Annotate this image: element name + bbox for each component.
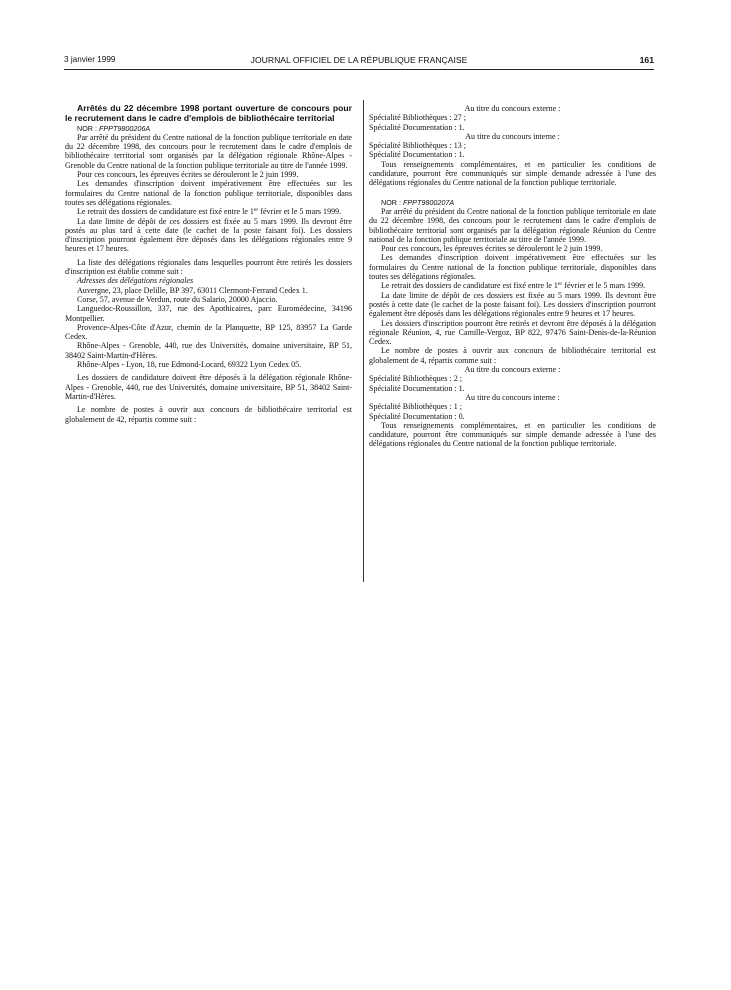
nor-code: FPPT9800207A: [402, 197, 455, 207]
retrait-text-end: février et le 5 mars 1999.: [562, 281, 646, 291]
right-column: [369, 104, 656, 449]
list-item: Spécialité Bibliothèques : 2 ;: [369, 374, 462, 384]
address-item: Provence-Alpes-Côte d'Azur, chemin de la Planquette, BP 125, 83957 La Garde Cedex.: [65, 322, 352, 342]
subheading-externe: Au titre du concours externe :: [464, 104, 561, 113]
subheading-interne: Au titre du concours interne :: [465, 131, 560, 141]
subheading-interne: Au titre du concours interne :: [465, 392, 560, 402]
paragraph: Par arrêté du président du Centre national de la fonction publique territoriale en date du 22 décembre 1998, des concours pour le recrutement dans le cadre d'emplois de bibliothécaire territorial sont organisés par la délégation régionale Réunion du Centre national de la fonction publique territoriale au titre de l'année 1999.: [369, 206, 656, 244]
list-item: Spécialité Bibliothèques : 27 ;: [369, 113, 466, 123]
paragraph: Par arrêté du président du Centre national de la fonction publique territoriale en date du 22 décembre 1998, des concours pour le recrutement dans le cadre d'emplois de bibliothécaire territorial sont organisés par la délégation régionale Rhône-Alpes - Grenoble du Centre national de la fonction publique territoriale au titre de l'année 1999.: [65, 132, 352, 170]
subheading-externe: Au titre du concours externe :: [464, 365, 561, 375]
article-title: Arrêtés du 22 décembre 1998 portant ouverture de concours pour le recrutement dans le cadre d'emplois de bibliothécaire territorial: [65, 103, 352, 123]
paragraph-retrait: [369, 281, 656, 290]
paragraph: La date limite de dépôt de ces dossiers est fixée au 5 mars 1999. Ils devront être postés à cette date (le cachet de la poste faisant foi). Les dossiers d'inscription pourront également être déposés dans les délégations régionales entre 9 heures et 17 heures.: [369, 290, 656, 319]
paragraph: Pour ces concours, les épreuves écrites se dérouleront le 2 juin 1999.: [381, 244, 603, 254]
paragraph: Tous renseignements complémentaires, et en particulier les conditions de candidature, pourront être communiqués sur simple demande adressée à l'une des délégations régionales du Centre national de la fonction publique territoriale.: [369, 420, 656, 449]
nor-reference: [369, 198, 656, 207]
list-item: Spécialité Documentation : 0.: [369, 411, 465, 421]
superscript: er: [253, 207, 259, 214]
list-item: Spécialité Bibliothèques : 13 ;: [369, 141, 466, 151]
paragraph: Pour ces concours, les épreuves écrites se dérouleront le 2 juin 1999.: [77, 170, 299, 180]
column-divider: [363, 100, 364, 582]
paragraph: Les demandes d'inscription doivent impérativement être effectuées sur les formulaires du Centre national de la fonction publique territoriale, disponibles dans toutes ses délégations régionales.: [369, 253, 656, 282]
retrait-text: Le retrait des dossiers de candidature est fixé entre le 1: [381, 281, 558, 291]
paragraph: Les dossiers de candidature doivent être déposés à la délégation régionale Rhône-Alpes - Grenoble, 440, rue des Universités, domaine universitaire, BP 51, 38402 Saint-Martin-d'Hères.: [65, 373, 352, 401]
paragraph: Le nombre de postes à ouvrir aux concours de bibliothécaire territorial est globalement de 4, répartis comme suit :: [369, 346, 656, 365]
address-item: Rhône-Alpes - Lyon, 18, rue Edmond-Locard, 69322 Lyon Cedex 05.: [77, 360, 302, 370]
header-rule: [64, 69, 654, 70]
retrait-text: Le retrait des dossiers de candidature est fixé entre le 1: [77, 207, 254, 217]
paragraph: Le nombre de postes à ouvrir aux concours de bibliothécaire territorial est globalement de 42, répartis comme suit :: [65, 405, 352, 424]
address-item: Corse, 57, avenue de Verdun, route du Salario, 20000 Ajaccio.: [77, 294, 278, 304]
nor-label: NOR :: [77, 123, 97, 133]
paragraph: La liste des délégations régionales dans lesquelles pourront être retirés les dossiers d'inscription est établie comme suit :: [65, 257, 352, 277]
superscript: er: [557, 281, 563, 288]
list-item: Spécialité Documentation : 1.: [369, 150, 465, 160]
address-item: Auvergne, 23, place Delille, BP 397, 63011 Clermont-Ferrand Cedex 1.: [77, 285, 308, 295]
paragraph: Les dossiers d'inscription pourront être retirés et devront être déposés à la délégation régionale Réunion, 4, rue Camille-Vergoz, BP 822, 97476 Saint-Denis-de-la-Réunion Cedex.: [369, 318, 656, 347]
header-journal-title: JOURNAL OFFICIEL DE LA RÉPUBLIQUE FRANÇAISE: [250, 55, 468, 65]
page-header: [64, 55, 654, 69]
header-date: 3 janvier 1999: [64, 55, 116, 64]
paragraph-retrait: [65, 207, 352, 216]
nor-label: NOR :: [381, 197, 401, 207]
list-item: Spécialité Documentation : 1.: [369, 383, 465, 393]
list-item: Spécialité Bibliothèques : 1 ;: [369, 402, 462, 412]
list-item: Spécialité Documentation : 1.: [369, 122, 465, 132]
retrait-text-end: février et le 5 mars 1999.: [258, 207, 342, 217]
address-item: Rhône-Alpes - Grenoble, 440, rue des Universités, domaine universitaire, BP 51, 38402 Saint-Martin-d'Hères.: [65, 341, 352, 360]
header-page-number: 161: [639, 55, 654, 65]
paragraph: La date limite de dépôt de ces dossiers est fixée au 5 mars 1999. Ils devront être postés au plus tard à cette date (le cachet de la poste faisant foi). Les dossiers d'inscription pourront également être déposés dans les délégations régionales entre 9 heures et 17 heures.: [65, 216, 352, 254]
left-column: [65, 104, 352, 424]
nor-code: FPPT9800206A: [98, 123, 151, 133]
nor-reference: [65, 124, 352, 133]
section-title: Adresses des délégations régionales: [77, 276, 194, 286]
address-item: Languedoc-Roussillon, 337, rue des Apothicaires, parc Euromédecine, 34196 Montpellier.: [65, 304, 352, 323]
paragraph: Tous renseignements complémentaires, et en particulier les conditions de candidature, pourront être communiqués sur simple demande adressée à l'une des délégations régionales du Centre national de la fonction publique territoriale.: [369, 159, 656, 188]
paragraph: Les demandes d'inscription doivent impérativement être effectuées sur les formulaires du Centre national de la fonction publique territoriale, disponibles dans toutes ses délégations régionales.: [65, 179, 352, 207]
